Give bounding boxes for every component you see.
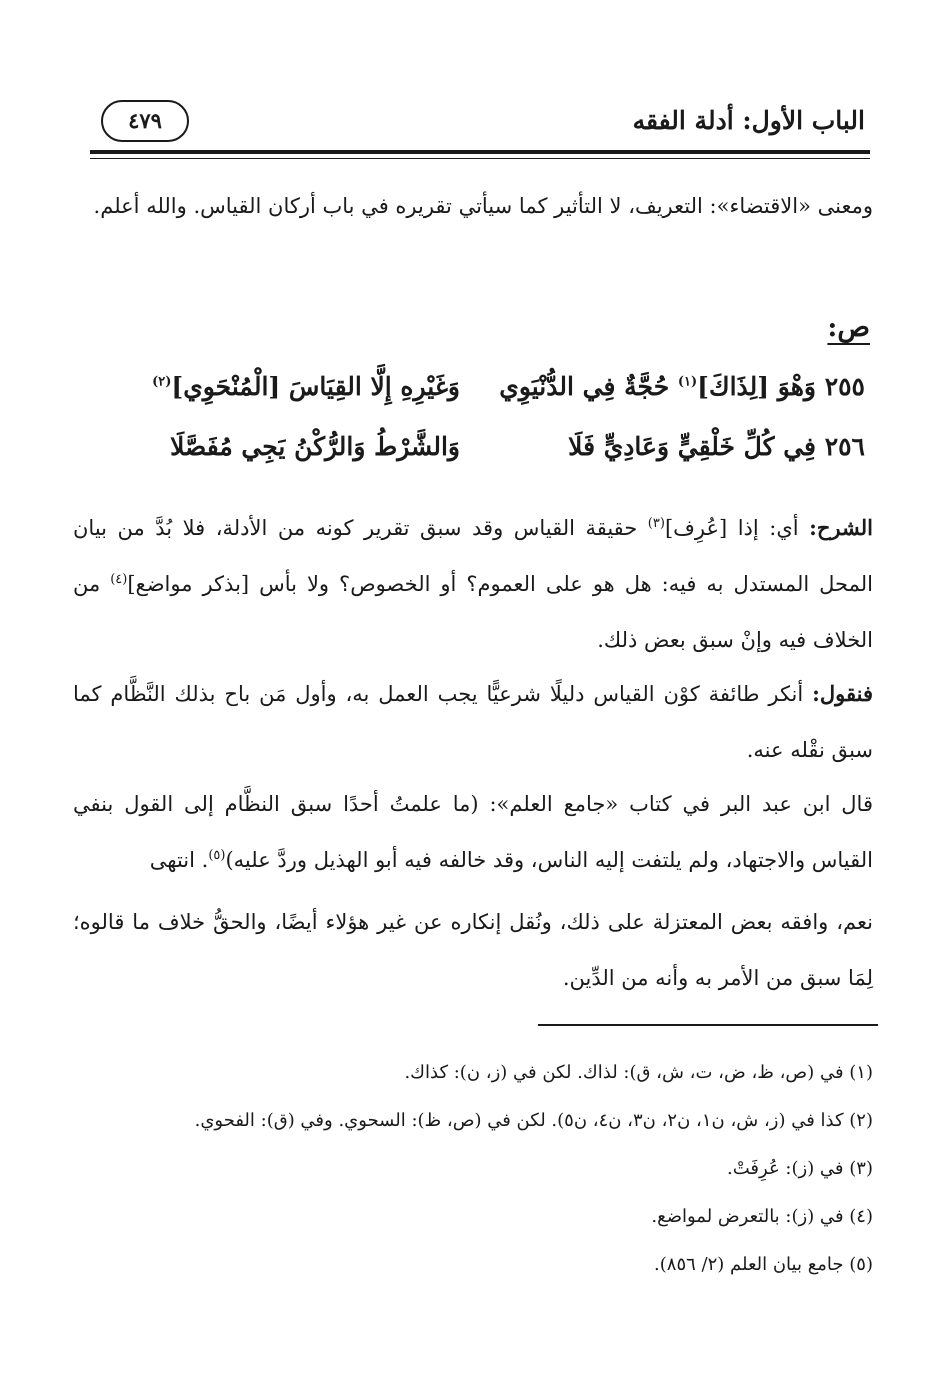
footnote-5: (٥) جامع بيان العلم (٢/ ٨٥٦). bbox=[654, 1254, 873, 1275]
page-header bbox=[95, 98, 865, 148]
quote-tail: . انتهى bbox=[149, 848, 209, 872]
naqul-paragraph bbox=[73, 666, 873, 778]
naqul-label: فنقول: bbox=[812, 681, 873, 706]
sharh-part3: من الخلاف فيه وإنْ سبق بعض ذلك. bbox=[73, 572, 873, 652]
verse-255-first-hemistich bbox=[465, 372, 865, 401]
verse-256-number: ٢٥٦ bbox=[824, 432, 865, 461]
footnote-2: (٢) كذا في (ز، ش، ن١، ن٢، ن٣، ن٤، ن٥). لكن في (ص، ظ): السحوي. وفي (ق): الفحوي. bbox=[194, 1110, 873, 1131]
footnote-4: (٤) في (ز): بالتعرض لمواضع. bbox=[651, 1206, 873, 1227]
chapter-title: الباب الأول: أدلة الفقه bbox=[632, 106, 865, 135]
footnote-1: (١) في (ص، ظ، ض، ت، ش، ق): لذاك. لكن في (ز، ن): كذاك. bbox=[404, 1062, 873, 1083]
intro-paragraph bbox=[73, 178, 873, 234]
header-rule-thin bbox=[90, 158, 870, 159]
naam-paragraph bbox=[73, 894, 873, 1006]
verse-255-second-hemistich bbox=[70, 372, 460, 401]
verse-255-right-b: حُجَّةٌ فِي الدُّنْيَوِي bbox=[499, 372, 678, 401]
sharh-part2: حقيقة القياس وقد سبق تقرير كونه من الأدلة، فلا بُدَّ من بيان المحل المستدل به فيه: هل هو على العموم؟ أو الخصوص؟ ولا بأس [بذكر مواضع] bbox=[73, 516, 873, 596]
header-rule-thick bbox=[90, 150, 870, 154]
verse-255 bbox=[70, 368, 865, 418]
verse-256-second-hemistich bbox=[70, 432, 460, 461]
footnote-ref-1: (١) bbox=[677, 374, 698, 390]
footnote-3: (٣) في (ز): عُرِفَتْ. bbox=[727, 1158, 873, 1179]
footnote-ref-3: (٣) bbox=[647, 516, 665, 531]
verse-256-right-a: فِي كُلِّ خَلْقِيٍّ وَعَادِيٍّ فَلَا bbox=[568, 432, 816, 461]
footnote-ref-5: (٥) bbox=[208, 848, 226, 863]
footnote-separator bbox=[538, 1024, 878, 1026]
verse-256 bbox=[70, 428, 865, 478]
verse-255-right-a: وَهْوَ [لِذَاكَ] bbox=[697, 372, 816, 401]
matn-label: ص: bbox=[827, 312, 870, 343]
page-number-badge: ٤٧٩ bbox=[101, 100, 189, 142]
footnote-ref-2: (٢) bbox=[152, 374, 172, 390]
naam-text: نعم، وافقه بعض المعتزلة على ذلك، ونُقل إنكاره عن غير هؤلاء أيضًا، والحقُّ خلاف ما قالوه؛ لِمَا سبق من الأمر به وأنه من الدِّين. bbox=[73, 910, 873, 990]
quote-text: قال ابن عبد البر في كتاب «جامع العلم»: (ما علمتُ أحدًا سبق النظَّام إلى القول بنفي القياس والاجتهاد، ولم يلتفت إليه الناس، وقد خالفه فيه أبو الهذيل وردَّ عليه) bbox=[73, 792, 873, 872]
intro-text: ومعنى «الاقتضاء»: التعريف، لا التأثير كما سيأتي تقريره في باب أركان القياس. والله أعلم. bbox=[93, 194, 873, 218]
verse-255-left-a: وَغَيْرِهِ إِلَّا القِيَاسَ [الْمُنْحَوِي] bbox=[171, 372, 460, 401]
verse-255-number: ٢٥٥ bbox=[824, 372, 865, 401]
sharh-part1: أي: إذا [عُرِف] bbox=[664, 516, 810, 540]
footnote-ref-4: (٤) bbox=[110, 572, 128, 587]
verse-256-first-hemistich bbox=[465, 432, 865, 461]
quote-paragraph bbox=[73, 776, 873, 888]
naqul-text: أنكر طائفة كوْن القياس دليلًا شرعيًّا يجب العمل به، وأول مَن باح بذلك النَّظَّام كما سبق نقْله عنه. bbox=[73, 682, 873, 762]
verse-256-left-a: وَالشَّرْطُ وَالرُّكْنُ يَجِي مُفَصَّلَا bbox=[170, 432, 460, 461]
sharh-label: الشرح: bbox=[809, 515, 873, 540]
sharh-paragraph bbox=[73, 500, 873, 668]
